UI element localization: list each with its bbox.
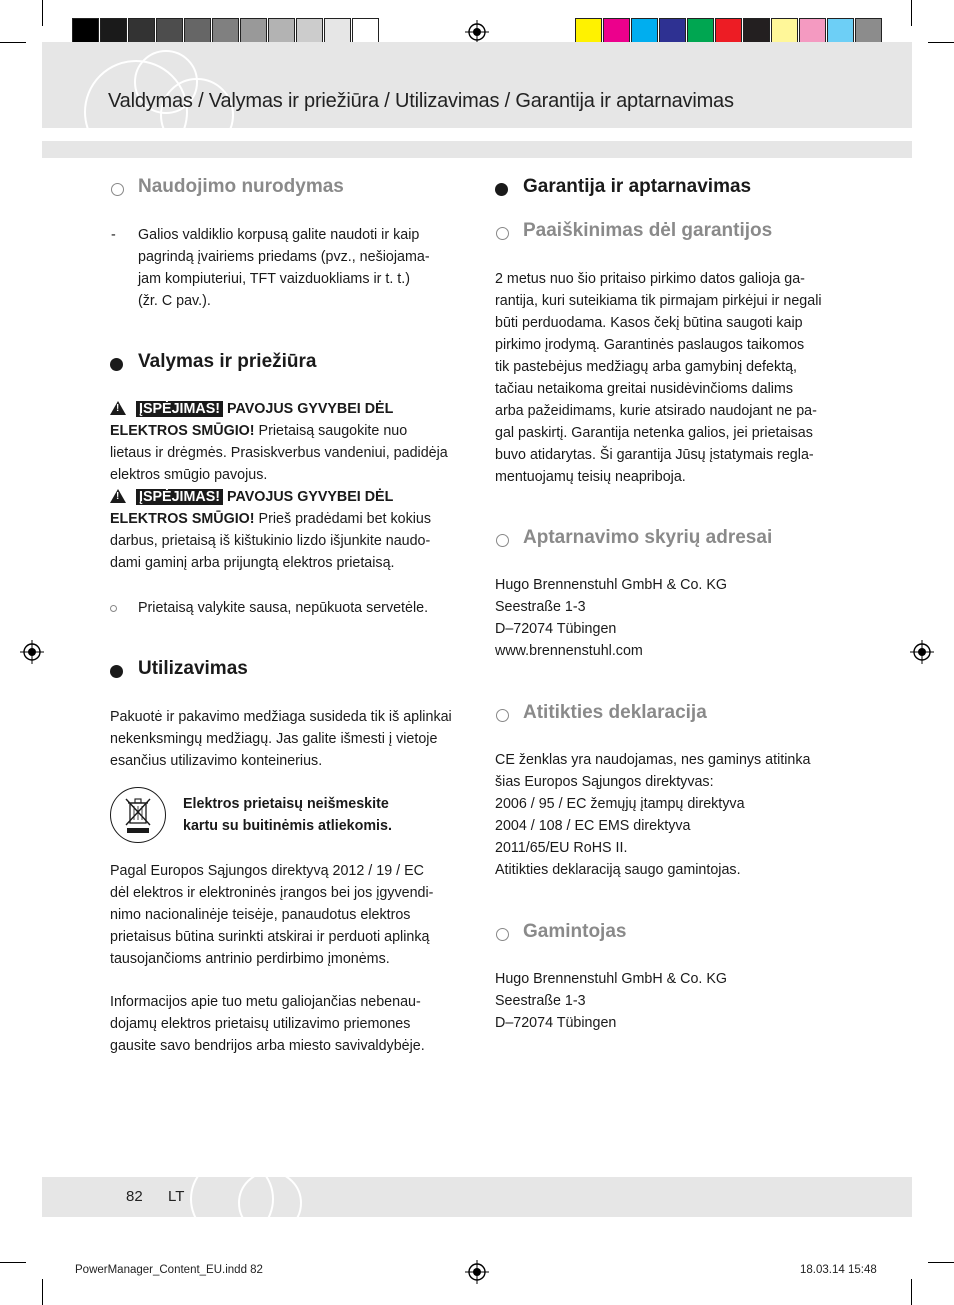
warning-triangle-icon: ! xyxy=(110,489,126,503)
section-heading-warranty-explanation: Paaiškinimas dėl garantijos xyxy=(523,220,773,241)
text-line: Seestraße 1-3 xyxy=(495,993,586,1009)
text-line: buvo atidarytas. Ši garantija Jūsų įstatymais regla- xyxy=(495,447,814,463)
text-line: prietaisus būtina surinkti atskirai ir perduoti aplinką xyxy=(110,929,430,945)
usage-dash: - xyxy=(111,227,116,243)
section-heading-conformity: Atitikties deklaracija xyxy=(523,702,707,723)
text-line: lietaus ir drėgmės. Prasiskverbus vandeniui, padidėja xyxy=(110,445,448,461)
header-strip xyxy=(42,141,912,158)
color-swatch xyxy=(715,18,742,45)
text-line: rantija, kuri suteikiama tik pirmajam pirkėjui ir negali xyxy=(495,293,822,309)
text-line: nekenksmingų medžiagų. Jas galite išmesti į vietoje xyxy=(110,731,438,747)
text-line: dėl elektros ir elektroninės įrangos bei jos įgyvendi- xyxy=(110,885,434,901)
text-line: būti perduodama. Kasos čekį būtina saugoti kaip xyxy=(495,315,803,331)
color-swatch xyxy=(631,18,658,45)
disposal-paragraph-2 xyxy=(110,860,433,970)
page-title: Valdymas / Valymas ir priežiūra / Utilizavimas / Garantija ir aptarnavimas xyxy=(108,90,734,112)
crop-mark xyxy=(928,42,954,43)
crop-mark xyxy=(0,42,26,43)
color-swatch xyxy=(240,18,267,45)
text-line: CE ženklas yra naudojamas, nes gaminys atitinka xyxy=(495,752,811,768)
slug-file: PowerManager_Content_EU.indd 82 xyxy=(75,1264,263,1276)
warning-triangle-icon: ! xyxy=(110,401,126,415)
text-line: 2 metus nuo šio pritaiso pirkimo datos galioja ga- xyxy=(495,271,805,287)
color-swatch xyxy=(296,18,323,45)
text-line: 2011/65/EU RoHS II. xyxy=(495,840,628,856)
service-address xyxy=(495,574,727,662)
text-line: Hugo Brennenstuhl GmbH & Co. KG xyxy=(495,577,728,593)
color-swatch xyxy=(128,18,155,45)
disposal-paragraph-3 xyxy=(110,991,425,1057)
color-swatch xyxy=(184,18,211,45)
color-swatch xyxy=(771,18,798,45)
grayscale-bar xyxy=(72,18,380,45)
section-heading-manufacturer: Gamintojas xyxy=(523,921,627,942)
text-line: pirkimo įrodymą. Garantinės paslaugos taikomos xyxy=(495,337,805,353)
crop-mark xyxy=(42,0,43,26)
heading-open-bullet-icon xyxy=(496,534,509,547)
text-line: 2006 / 95 / EC žemųjų įtampų direktyva xyxy=(495,796,745,812)
text-line: šias Europos Sąjungos direktyvas: xyxy=(495,774,714,790)
text-line: tik pastebėjus medžiagų arba gamybinį defektą, xyxy=(495,359,798,375)
crop-mark xyxy=(42,1279,43,1305)
text-line: esančius utilizavimo konteinerius. xyxy=(110,753,323,769)
heading-filled-bullet-icon xyxy=(495,183,508,196)
weee-bin-icon xyxy=(110,787,166,843)
text-line: 2004 / 108 / EC EMS direktyva xyxy=(495,818,691,834)
crop-mark xyxy=(911,0,912,26)
section-heading-disposal: Utilizavimas xyxy=(138,658,248,679)
registration-mark-icon xyxy=(20,640,44,664)
color-swatch xyxy=(212,18,239,45)
text-line: elektros smūgio pavojus. xyxy=(110,467,268,483)
color-swatch xyxy=(352,18,379,45)
disposal-paragraph-1 xyxy=(110,706,452,772)
text-line: Seestraße 1-3 xyxy=(495,599,586,615)
text-line: gausite savo bendrijos arba miesto savivaldybėje. xyxy=(110,1038,425,1054)
registration-mark-icon xyxy=(910,640,934,664)
color-swatch xyxy=(659,18,686,45)
color-swatch xyxy=(72,18,99,45)
manufacturer-address xyxy=(495,968,727,1034)
text-line: dami gaminį arba prijungtą elektros prietaisą. xyxy=(110,555,395,571)
section-heading-usage: Naudojimo nurodymas xyxy=(138,176,344,197)
color-swatch xyxy=(268,18,295,45)
section-heading-service: Aptarnavimo skyrių adresai xyxy=(523,527,773,548)
color-bar xyxy=(575,18,883,45)
color-swatch xyxy=(100,18,127,45)
warning-block-1: ! ĮSPĖJIMAS! PAVOJUS GYVYBEI DĖL ELEKTROS SMŪGIO! Prietaisą saugokite nuo lietaus ir drėgmės. Prasiskverbus vandeniui, padidėja elektros smūgio pavojus. ! ĮSPĖJIMAS! PAVOJUS GYVYBEI DĖL ELEKTROS SMŪGIO! Prieš pradėdami bet kokius darbus, prietaisą iš kištukinio lizdo išjunkite naudo- dami gaminį arba prijungtą elektros prietaisą. xyxy=(110,398,462,574)
text-line: Atitikties deklaraciją saugo gamintojas. xyxy=(495,862,741,878)
warning-bold-text: PAVOJUS GYVYBEI DĖL xyxy=(227,401,394,417)
section-heading-warranty: Garantija ir aptarnavimas xyxy=(523,176,752,197)
warning-bold-text: ELEKTROS SMŪGIO! xyxy=(110,423,255,439)
color-swatch xyxy=(603,18,630,45)
text-line: Pagal Europos Sąjungos direktyvą 2012 / 19 / EC xyxy=(110,863,424,879)
text-line: arba pažeidimams, kurie atsirado naudojant ne pa- xyxy=(495,403,817,419)
heading-open-bullet-icon xyxy=(496,227,509,240)
decorative-circle xyxy=(238,1177,302,1217)
warning-label: ĮSPĖJIMAS! xyxy=(136,489,223,505)
crop-mark xyxy=(0,1262,26,1263)
crop-mark xyxy=(928,1262,954,1263)
list-bullet-icon xyxy=(110,605,117,612)
color-swatch xyxy=(827,18,854,45)
text-line: tausojančioms antrinio perdirbimo įmonėms. xyxy=(110,951,390,967)
text-line: gal paskirtį. Garantija netenka galios, jei prietaisas xyxy=(495,425,813,441)
text-line: jam kompiuteriui, TFT vaizduokliams ir t. t.) xyxy=(138,271,410,287)
usage-paragraph xyxy=(138,224,430,312)
text-line: D–72074 Tübingen xyxy=(495,621,617,637)
color-swatch xyxy=(799,18,826,45)
text-line: Hugo Brennenstuhl GmbH & Co. KG xyxy=(495,971,728,987)
text-line: (žr. C pav.). xyxy=(138,293,211,309)
warning-label: ĮSPĖJIMAS! xyxy=(136,401,223,417)
text-line: tačiau netaikoma greitai nusidėvinčioms dalims xyxy=(495,381,793,397)
text-line: nimo nacionalinėje teisėje, panaudotus elektros xyxy=(110,907,411,923)
heading-filled-bullet-icon xyxy=(110,665,123,678)
heading-open-bullet-icon xyxy=(496,928,509,941)
registration-mark-icon xyxy=(465,1260,489,1284)
text-line: D–72074 Tübingen xyxy=(495,1015,617,1031)
header-band xyxy=(42,42,912,128)
heading-open-bullet-icon xyxy=(496,709,509,722)
page-number: 82 xyxy=(126,1188,143,1205)
color-swatch xyxy=(324,18,351,45)
heading-open-bullet-icon xyxy=(111,183,124,196)
text-line: Pakuotė ir pakavimo medžiaga susideda tik iš aplinkai xyxy=(110,709,452,725)
text-line: darbus, prietaisą iš kištukinio lizdo išjunkite naudo- xyxy=(110,533,431,549)
website-link[interactable]: www.brennenstuhl.com xyxy=(495,643,643,659)
text-line: Informacijos apie tuo metu galiojančias nebenau- xyxy=(110,994,421,1010)
warranty-paragraph xyxy=(495,268,822,488)
crop-mark xyxy=(911,1279,912,1305)
warning-bold-text: PAVOJUS GYVYBEI DĖL xyxy=(227,489,394,505)
color-swatch xyxy=(687,18,714,45)
cleaning-bullet-text: Prietaisą valykite sausa, nepūkuota servetėle. xyxy=(138,600,429,616)
weee-notice: Elektros prietaisų neišmeskite kartu su buitinėmis atliekomis. xyxy=(183,796,392,834)
color-swatch xyxy=(156,18,183,45)
color-swatch xyxy=(855,18,882,45)
slug-date: 18.03.14 15:48 xyxy=(800,1264,877,1276)
color-swatch xyxy=(575,18,602,45)
warning-bold-text: ELEKTROS SMŪGIO! xyxy=(110,511,255,527)
text-line: mentuojamų teisių neapriboja. xyxy=(495,469,686,485)
section-heading-cleaning: Valymas ir priežiūra xyxy=(138,351,317,372)
heading-filled-bullet-icon xyxy=(110,358,123,371)
registration-mark-icon xyxy=(465,20,489,44)
text-line: dojamų elektros prietaisų utilizavimo priemones xyxy=(110,1016,411,1032)
language-code: LT xyxy=(168,1188,185,1205)
text-line: pagrindą įvairiems priedams (pvz., nešiojama- xyxy=(138,249,430,265)
text-line: Galios valdiklio korpusą galite naudoti ir kaip xyxy=(138,227,420,243)
conformity-paragraph xyxy=(495,749,810,881)
color-swatch xyxy=(743,18,770,45)
